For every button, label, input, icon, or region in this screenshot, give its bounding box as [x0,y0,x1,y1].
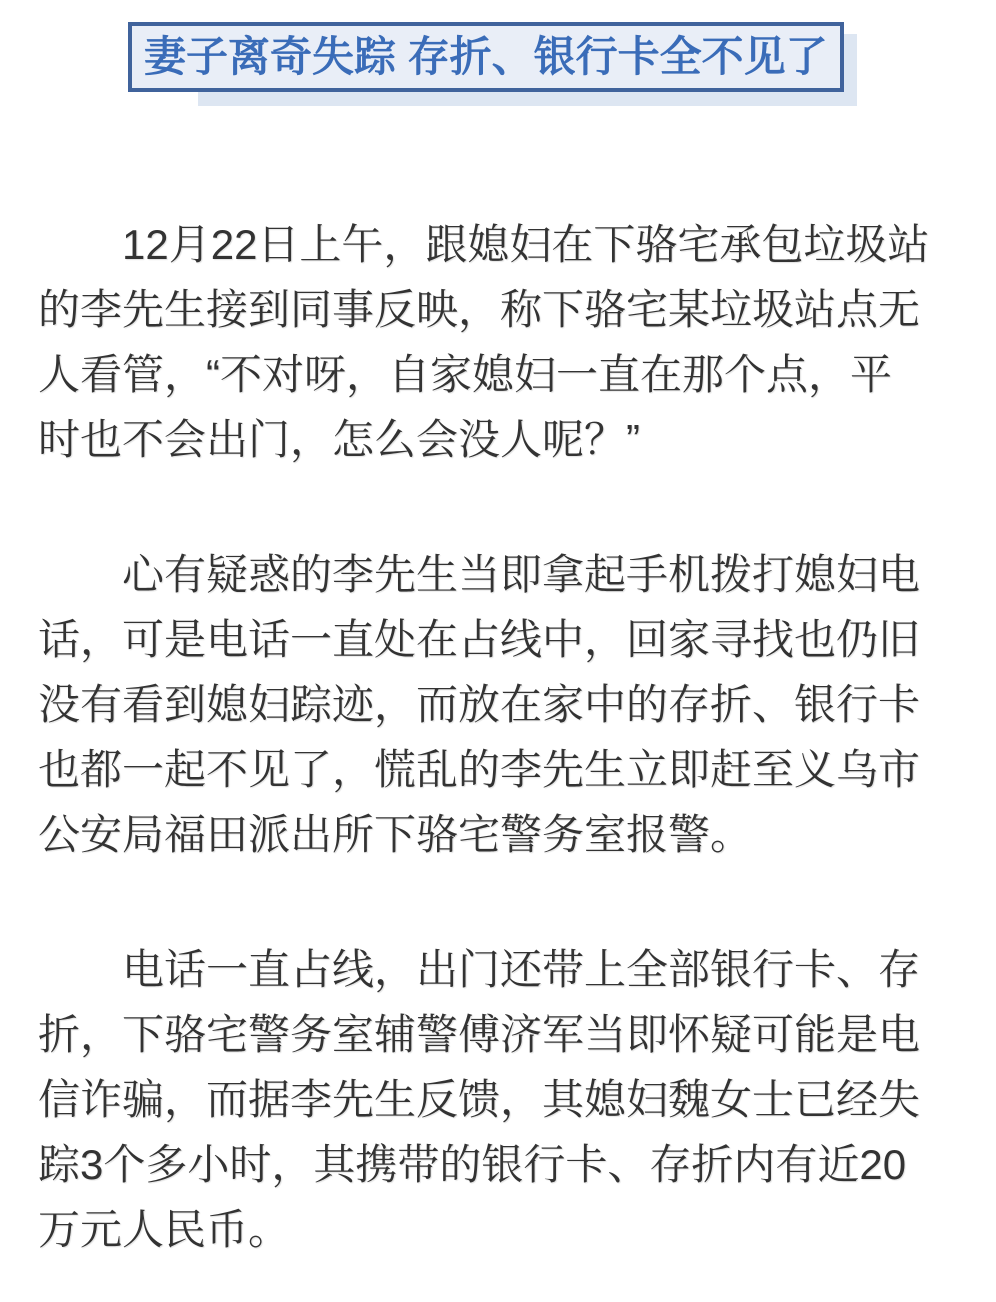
text-line: 话，可是电话一直处在占线中，回家寻找也仍旧 [38,616,921,664]
text-line: 也都一起不见了，慌乱的李先生立即赶至义乌市 [38,746,921,794]
article-page [0,22,996,1262]
text-line: 电话一直占线，出门还带上全部银行卡、存 [122,946,921,994]
text-line: 公安局福田派出所下骆宅警务室报警。 [38,811,753,859]
article-body [0,212,996,1262]
text-line: 心有疑惑的李先生当即拿起手机拨打媳妇电 [122,551,921,599]
text-line: 折，下骆宅警务室辅警傅济军当即怀疑可能是电 [38,1011,921,1059]
text-line: 没有看到媳妇踪迹，而放在家中的存折、银行卡 [38,681,921,729]
text-line: 踪3个多小时，其携带的银行卡、存折内有近20 [38,1141,907,1189]
text-line: 时也不会出门，怎么会没人呢？” [38,416,640,464]
text-line: 万元人民币。 [38,1206,291,1254]
text-line: 信诈骗，而据李先生反馈，其媳妇魏女士已经失 [38,1076,921,1124]
text-line: 的李先生接到同事反映，称下骆宅某垃圾站点无 [38,286,921,334]
article-title-box [128,22,844,92]
paragraph-2 [38,542,996,867]
text-line: 人看管，“不对呀，自家媳妇一直在那个点，平 [38,351,892,399]
paragraph-3 [38,937,996,1262]
article-title: 妻子离奇失踪 存折、银行卡全不见了 [128,22,844,92]
paragraph-1 [38,212,996,472]
text-line: 12月22日上午，跟媳妇在下骆宅承包垃圾站 [122,221,930,269]
